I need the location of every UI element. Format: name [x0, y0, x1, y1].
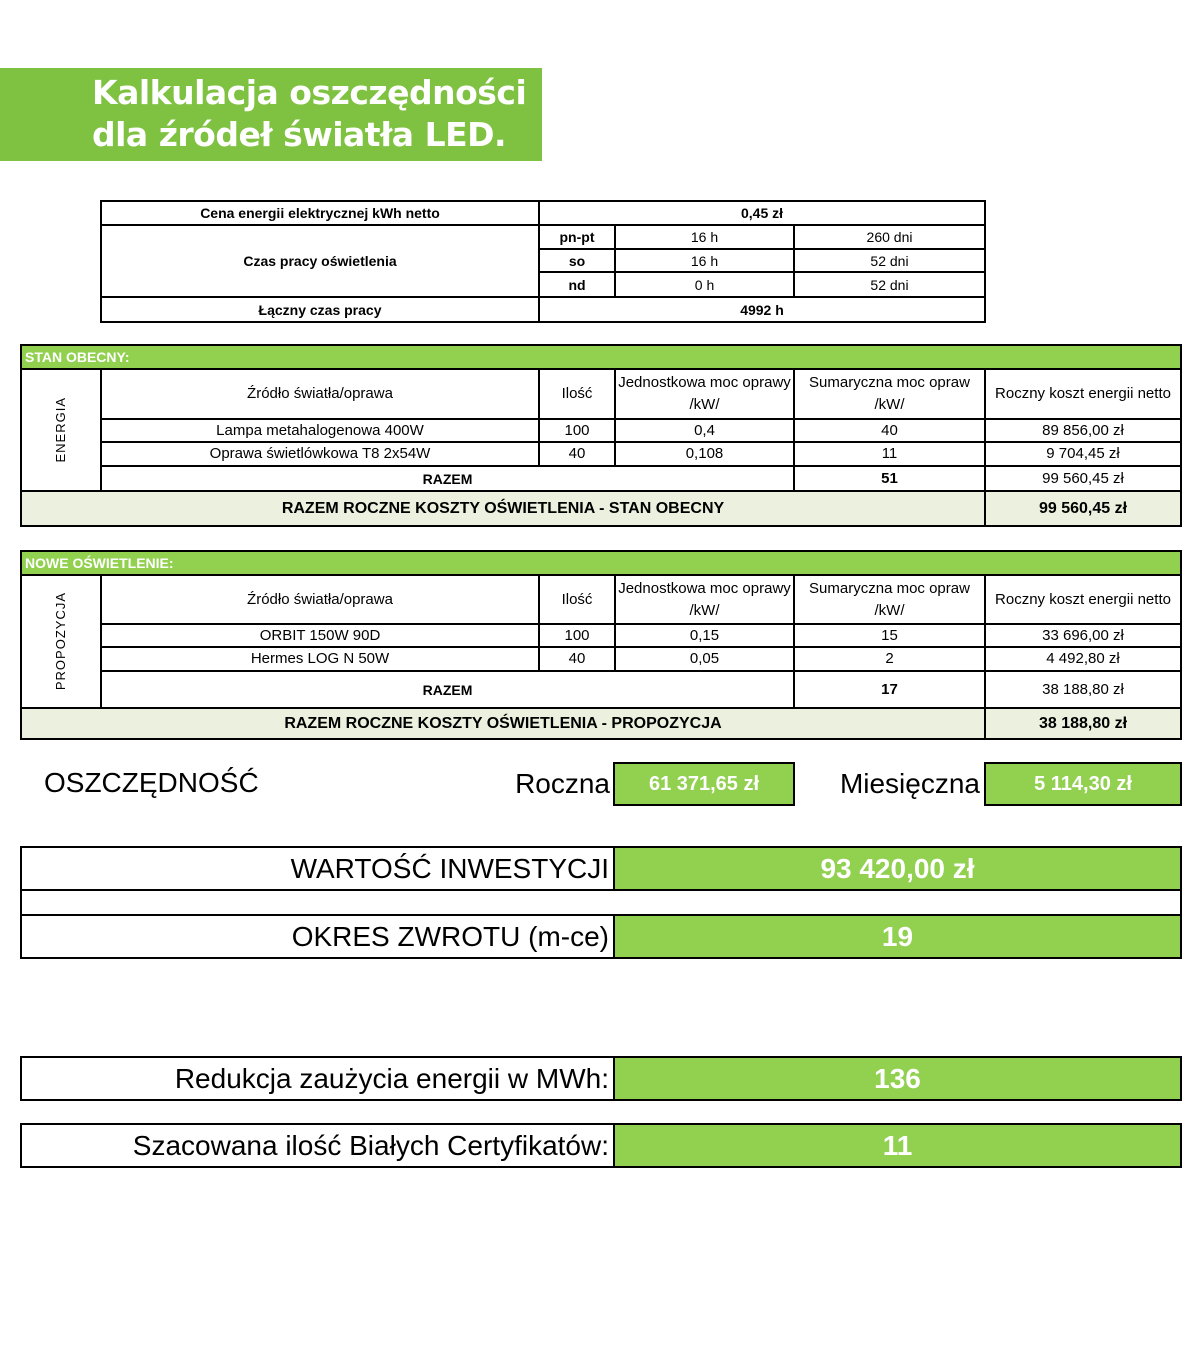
hours-value: 0 h: [614, 271, 795, 298]
column-header-total-power: Sumaryczna moc opraw /kW/: [793, 574, 986, 625]
price-label: Cena energii elektrycznej kWh netto: [100, 200, 540, 226]
proposal-annual-value: 38 188,80 zł: [984, 707, 1182, 740]
current-side-label-cell: [20, 368, 102, 492]
hours-value: 16 h: [614, 224, 795, 250]
savings-label: OSZCZĘDNOŚĆ: [44, 767, 259, 798]
reduction-value: 136: [613, 1056, 1182, 1101]
current-total-cost: 99 560,45 zł: [984, 465, 1182, 492]
current-side-label: ENERGIA: [53, 397, 68, 463]
column-header-total-power: Sumaryczna moc opraw /kW/: [793, 368, 986, 420]
proposal-section-header: NOWE OŚWIETLENIE:: [20, 550, 1182, 576]
total-time-label: Łączny czas pracy: [100, 296, 540, 323]
annual-savings-label: Roczna: [515, 768, 610, 799]
reduction-label: Redukcja zaużycia energii w MWh:: [20, 1056, 615, 1101]
day-label: so: [538, 248, 616, 273]
page-title: [92, 72, 542, 156]
column-header-annual-cost: Roczny koszt energii netto: [984, 574, 1182, 625]
price-value: 0,45 zł: [538, 200, 986, 226]
investment-spacer-row: [20, 889, 1182, 916]
work-time-label: Czas pracy oświetlenia: [100, 224, 540, 298]
column-header-quantity: Ilość: [538, 368, 616, 420]
table-row-quantity: 100: [538, 623, 616, 648]
table-row-annual-cost: 89 856,00 zł: [984, 418, 1182, 443]
current-section-header: STAN OBECNY:: [20, 344, 1182, 370]
current-total-label: RAZEM: [100, 465, 795, 492]
monthly-savings-value: 5 114,30 zł: [984, 762, 1182, 806]
table-row-unit-power: 0,108: [614, 441, 795, 467]
proposal-total-label: RAZEM: [100, 670, 795, 709]
column-header-annual-cost: Roczny koszt energii netto: [984, 368, 1182, 420]
table-row-source: ORBIT 150W 90D: [100, 623, 540, 648]
title-line-1: Kalkulacja oszczędności: [92, 73, 527, 112]
monthly-savings-label: Miesięczna: [839, 768, 980, 799]
table-row-source: Oprawa świetlówkowa T8 2x54W: [100, 441, 540, 467]
current-annual-label: RAZEM ROCZNE KOSZTY OŚWIETLENIA - STAN OBECNY: [20, 490, 986, 527]
payback-value: 19: [613, 914, 1182, 959]
table-row-total-power: 2: [793, 646, 986, 672]
column-header-source: Źródło światła/oprawa: [100, 368, 540, 420]
table-row-quantity: 40: [538, 646, 616, 672]
table-row-unit-power: 0,4: [614, 418, 795, 443]
days-value: 52 dni: [793, 271, 986, 298]
proposal-total-power: 17: [793, 670, 986, 709]
days-value: 52 dni: [793, 248, 986, 273]
day-label: nd: [538, 271, 616, 298]
table-row-annual-cost: 4 492,80 zł: [984, 646, 1182, 672]
proposal-total-cost: 38 188,80 zł: [984, 670, 1182, 709]
table-row-annual-cost: 33 696,00 zł: [984, 623, 1182, 648]
investment-value-label: WARTOŚĆ INWESTYCJI: [20, 846, 615, 891]
hours-value: 16 h: [614, 248, 795, 273]
investment-value: 93 420,00 zł: [613, 846, 1182, 891]
total-time-value: 4992 h: [538, 296, 986, 323]
title-line-2: dla źródeł światła LED.: [92, 115, 507, 154]
column-header-unit-power: Jednostkowa moc oprawy /kW/: [614, 574, 795, 625]
table-row-total-power: 40: [793, 418, 986, 443]
column-header-quantity: Ilość: [538, 574, 616, 625]
table-row-source: Hermes LOG N 50W: [100, 646, 540, 672]
table-row-source: Lampa metahalogenowa 400W: [100, 418, 540, 443]
table-row-total-power: 15: [793, 623, 986, 648]
proposal-side-label-cell: [20, 574, 102, 709]
certificates-label: Szacowana ilość Białych Certyfikatów:: [20, 1123, 615, 1168]
payback-label: OKRES ZWROTU (m-ce): [20, 914, 615, 959]
annual-savings-value: 61 371,65 zł: [613, 762, 795, 806]
current-annual-value: 99 560,45 zł: [984, 490, 1182, 527]
column-header-source: Źródło światła/oprawa: [100, 574, 540, 625]
table-row-quantity: 40: [538, 441, 616, 467]
day-label: pn-pt: [538, 224, 616, 250]
proposal-side-label: PROPOZYCJA: [53, 592, 68, 691]
column-header-unit-power: Jednostkowa moc oprawy /kW/: [614, 368, 795, 420]
table-row-quantity: 100: [538, 418, 616, 443]
table-row-unit-power: 0,15: [614, 623, 795, 648]
current-total-power: 51: [793, 465, 986, 492]
table-row-unit-power: 0,05: [614, 646, 795, 672]
certificates-value: 11: [613, 1123, 1182, 1168]
table-row-annual-cost: 9 704,45 zł: [984, 441, 1182, 467]
days-value: 260 dni: [793, 224, 986, 250]
table-row-total-power: 11: [793, 441, 986, 467]
proposal-annual-label: RAZEM ROCZNE KOSZTY OŚWIETLENIA - PROPOZYCJA: [20, 707, 986, 740]
